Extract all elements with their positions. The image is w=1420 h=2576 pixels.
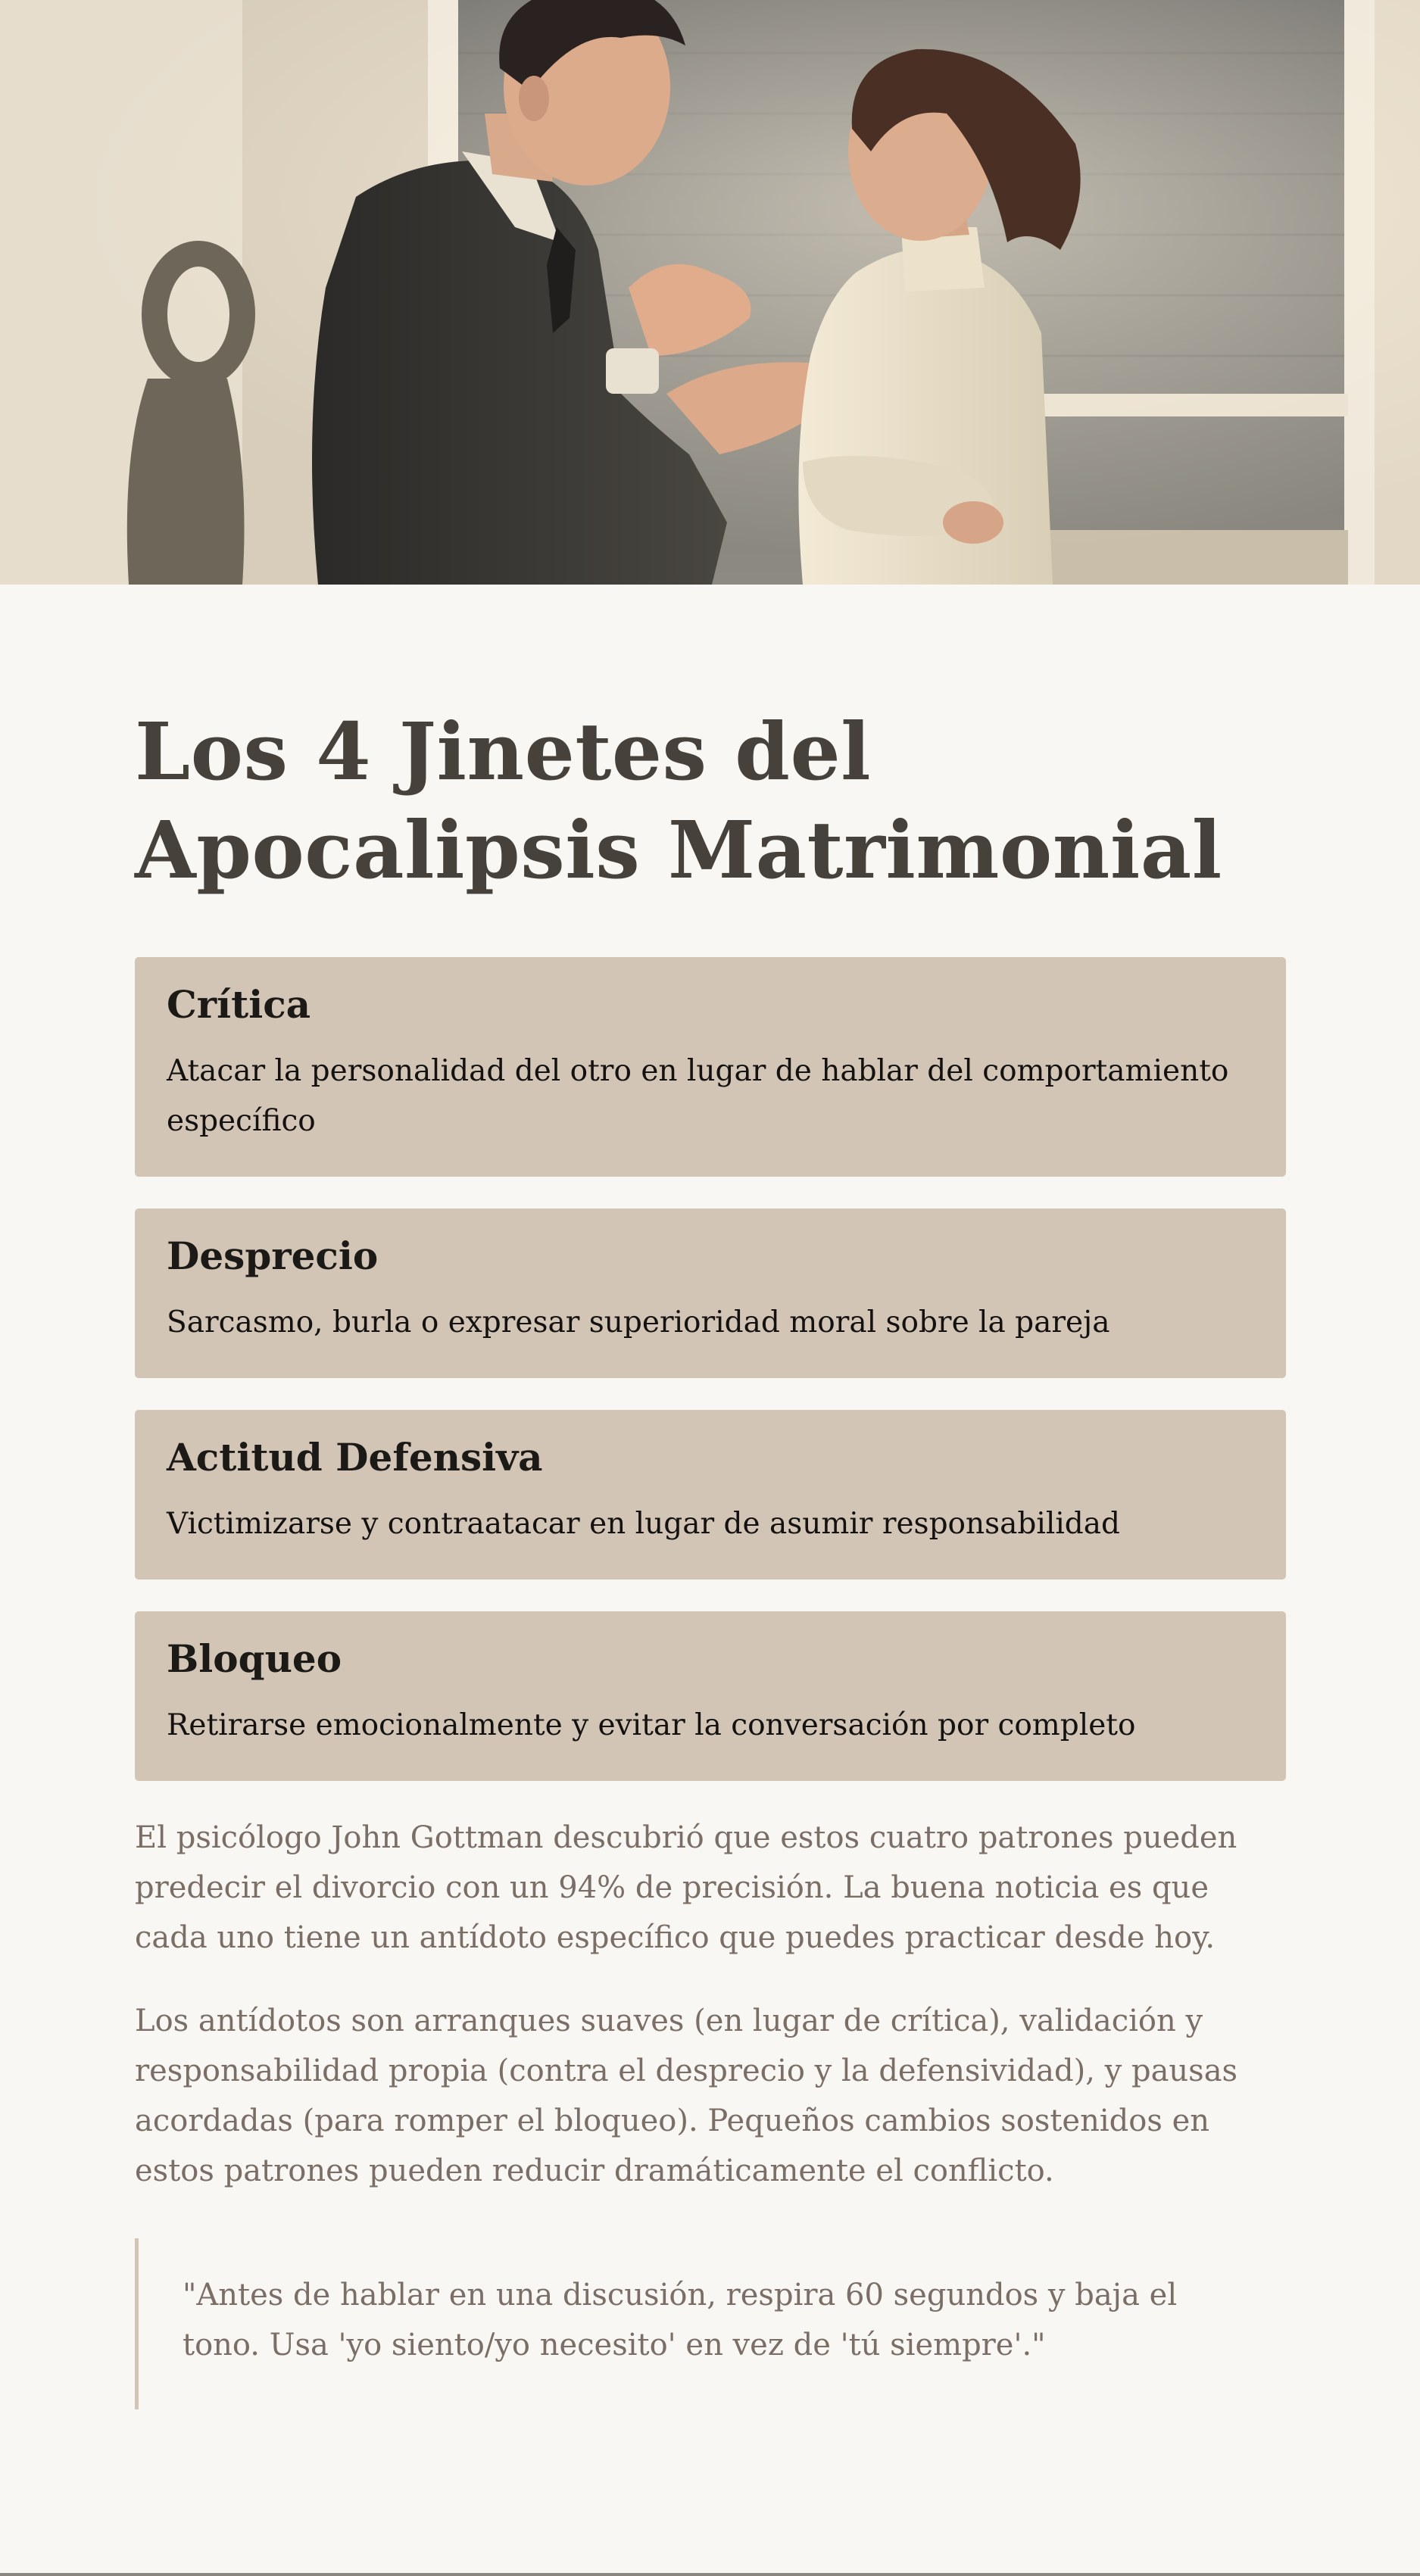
horseman-title: Desprecio (167, 1233, 379, 1278)
hero-image (0, 0, 1420, 585)
horseman-card-actitud-defensiva (135, 1410, 1286, 1580)
body-paragraph: El psicólogo John Gottman descubrió que estos cuatro patrones pueden predecir el divorcio con un 94% de precisión. La buena noticia es que cada uno tiene un antídoto específico que puedes practicar desde hoy. (135, 1820, 1237, 1955)
bottom-divider (0, 2573, 1420, 2576)
horseman-card-bloqueo (135, 1611, 1286, 1781)
body-paragraph: Los antídotos son arranques suaves (en lugar de crítica), validación y responsabilidad propia (contra el desprecio y la defensividad), y pausas acordadas (para romper el bloqueo). Pequeños cambios sostenidos en estos patrones pueden reducir dramáticamente el conflicto. (135, 2004, 1238, 2188)
horseman-card-desprecio (135, 1208, 1286, 1378)
horseman-title: Bloqueo (167, 1636, 342, 1681)
article-content (135, 703, 1286, 2409)
horseman-description: Victimizarse y contraatacar en lugar de asumir responsabilidad (167, 1507, 1120, 1541)
couple-arguing-illustration-icon (0, 0, 1420, 585)
horseman-title: Actitud Defensiva (167, 1435, 543, 1480)
horseman-card-critica (135, 957, 1286, 1177)
horseman-title: Crítica (167, 982, 311, 1027)
horseman-description: Atacar la personalidad del otro en lugar de hablar del comportamiento específico (167, 1054, 1229, 1138)
horseman-description: Retirarse emocionalmente y evitar la conversación por completo (167, 1708, 1136, 1742)
tip-quote: "Antes de hablar en una discusión, respira 60 segundos y baja el tono. Usa 'yo siento/yo necesito' en vez de 'tú siempre'." (135, 2238, 1286, 2409)
article-title: Los 4 Jinetes del Apocalipsis Matrimonial (135, 705, 1222, 897)
horseman-description: Sarcasmo, burla o expresar superioridad moral sobre la pareja (167, 1305, 1110, 1339)
